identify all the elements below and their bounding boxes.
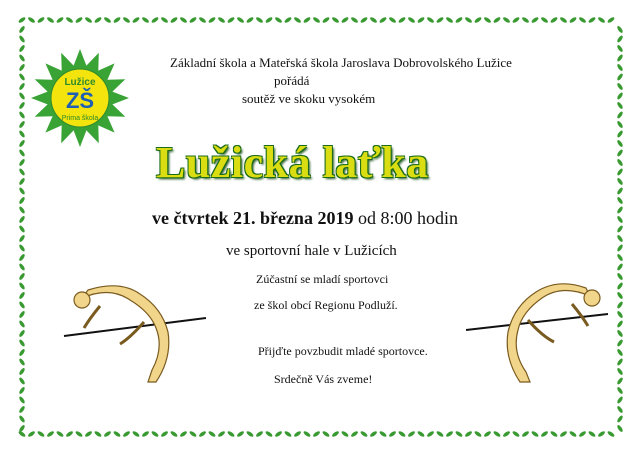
border-leaf <box>141 430 150 438</box>
border-leaf <box>417 430 426 438</box>
participants-line-1: Zúčastní se mladí sportovci <box>256 272 389 286</box>
border-leaf <box>18 430 27 438</box>
border-leaf <box>18 63 26 72</box>
border-leaf <box>616 377 624 386</box>
border-leaf <box>141 16 150 24</box>
border-leaf <box>616 196 624 205</box>
border-leaf <box>265 430 274 438</box>
border-leaf <box>18 196 26 205</box>
cheer-text: Přijďte povzbudit mladé sportovce. <box>258 344 428 358</box>
border-leaf <box>18 386 26 395</box>
event-date: ve čtvrtek 21. března 2019 <box>152 208 354 228</box>
border-leaf <box>597 430 606 438</box>
border-leaf <box>18 187 26 196</box>
border-leaf <box>616 282 624 291</box>
border-leaf <box>616 415 624 424</box>
border-leaf <box>616 291 624 300</box>
border-leaf <box>322 430 331 438</box>
border-leaf <box>616 177 624 186</box>
border-leaf <box>616 263 624 272</box>
border-leaf <box>18 367 26 376</box>
border-leaf <box>284 16 293 24</box>
border-leaf <box>350 430 359 438</box>
competition-text: soutěž ve skoku vysokém <box>242 91 376 106</box>
border-leaf <box>18 329 26 338</box>
border-leaf <box>379 430 388 438</box>
border-leaf <box>103 430 112 438</box>
event-date-line <box>152 208 458 229</box>
logo-top-text: Lužice <box>64 77 96 88</box>
border-leaf <box>578 16 587 24</box>
border-leaf <box>18 253 26 262</box>
border-leaf <box>65 430 74 438</box>
border-leaf <box>531 16 540 24</box>
border-leaf <box>113 430 122 438</box>
border-leaf <box>18 339 26 348</box>
border-leaf <box>246 16 255 24</box>
border-leaf <box>616 244 624 253</box>
border-leaf <box>303 16 312 24</box>
high-jumper-illustration-left <box>60 278 210 388</box>
border-leaf <box>616 367 624 376</box>
border-leaf <box>18 263 26 272</box>
border-leaf <box>132 430 141 438</box>
border-leaf <box>274 430 283 438</box>
border-leaf <box>18 120 26 129</box>
border-leaf <box>616 25 624 34</box>
border-leaf <box>18 320 26 329</box>
high-jumper-illustration-right <box>462 278 612 388</box>
border-leaf <box>588 16 597 24</box>
event-location: ve sportovní hale v Lužicích <box>226 243 397 259</box>
border-leaf <box>616 234 624 243</box>
border-leaf <box>293 16 302 24</box>
border-leaf <box>208 16 217 24</box>
border-leaf <box>607 430 616 438</box>
border-leaf <box>18 396 26 405</box>
border-leaf <box>27 16 36 24</box>
border-leaf <box>426 16 435 24</box>
border-leaf <box>18 348 26 357</box>
border-leaf <box>208 430 217 438</box>
border-leaf <box>179 430 188 438</box>
border-leaf <box>531 430 540 438</box>
border-leaf <box>18 291 26 300</box>
border-leaf <box>398 16 407 24</box>
border-leaf <box>18 272 26 281</box>
border-leaf <box>198 430 207 438</box>
border-leaf <box>436 16 445 24</box>
border-leaf <box>18 130 26 139</box>
border-leaf <box>18 225 26 234</box>
event-title: Lužická laťka <box>156 138 429 187</box>
logo-bottom-text: Prima škola <box>61 115 99 122</box>
border-leaf <box>597 16 606 24</box>
border-leaf <box>398 430 407 438</box>
border-leaf <box>559 16 568 24</box>
border-leaf <box>227 430 236 438</box>
border-leaf <box>569 430 578 438</box>
border-leaf <box>18 415 26 424</box>
border-leaf <box>46 16 55 24</box>
border-leaf <box>379 16 388 24</box>
border-leaf <box>417 16 426 24</box>
border-leaf <box>616 320 624 329</box>
border-leaf <box>198 16 207 24</box>
border-leaf <box>94 430 103 438</box>
border-leaf <box>18 177 26 186</box>
border-leaf <box>18 16 27 24</box>
border-leaf <box>113 16 122 24</box>
border-leaf <box>274 16 283 24</box>
border-leaf <box>18 358 26 367</box>
border-leaf <box>94 16 103 24</box>
border-leaf <box>569 16 578 24</box>
border-leaf <box>616 63 624 72</box>
border-leaf <box>303 430 312 438</box>
border-leaf <box>179 16 188 24</box>
border-leaf <box>27 430 36 438</box>
border-leaf <box>151 16 160 24</box>
border-leaf <box>550 16 559 24</box>
border-leaf <box>56 16 65 24</box>
border-leaf <box>236 430 245 438</box>
border-leaf <box>46 430 55 438</box>
border-leaf <box>616 272 624 281</box>
border-leaf <box>227 16 236 24</box>
border-leaf <box>84 430 93 438</box>
border-leaf <box>341 16 350 24</box>
border-leaf <box>493 430 502 438</box>
border-leaf <box>122 430 131 438</box>
border-leaf <box>607 16 616 24</box>
border-leaf <box>312 16 321 24</box>
border-leaf <box>512 16 521 24</box>
border-leaf <box>18 44 26 53</box>
border-leaf <box>436 430 445 438</box>
border-leaf <box>388 430 397 438</box>
border-leaf <box>331 16 340 24</box>
border-leaf <box>407 430 416 438</box>
border-leaf <box>483 16 492 24</box>
border-leaf <box>18 234 26 243</box>
border-leaf <box>56 430 65 438</box>
border-leaf <box>616 168 624 177</box>
border-leaf <box>616 225 624 234</box>
border-leaf <box>18 282 26 291</box>
border-leaf <box>616 301 624 310</box>
border-leaf <box>521 16 530 24</box>
border-leaf <box>445 430 454 438</box>
border-leaf <box>369 16 378 24</box>
border-leaf <box>616 358 624 367</box>
border-leaf <box>255 430 264 438</box>
border-leaf <box>616 339 624 348</box>
border-leaf <box>37 16 46 24</box>
border-leaf <box>616 215 624 224</box>
border-leaf <box>236 16 245 24</box>
border-leaf <box>18 158 26 167</box>
border-leaf <box>616 187 624 196</box>
border-leaf <box>18 73 26 82</box>
border-leaf <box>407 16 416 24</box>
border-leaf <box>350 16 359 24</box>
border-leaf <box>616 405 624 414</box>
border-leaf <box>189 16 198 24</box>
logo-center-text: ZŠ <box>65 88 95 113</box>
border-leaf <box>170 16 179 24</box>
border-leaf <box>312 430 321 438</box>
border-leaf <box>103 16 112 24</box>
border-leaf <box>341 430 350 438</box>
border-leaf <box>132 16 141 24</box>
border-leaf <box>616 206 624 215</box>
border-leaf <box>18 168 26 177</box>
closing-text: Srdečně Vás zveme! <box>274 372 373 386</box>
border-leaf <box>18 25 26 34</box>
border-leaf <box>18 301 26 310</box>
border-leaf <box>217 430 226 438</box>
border-leaf <box>284 430 293 438</box>
border-leaf <box>18 149 26 158</box>
border-leaf <box>18 92 26 101</box>
border-leaf <box>160 430 169 438</box>
border-leaf <box>122 16 131 24</box>
border-leaf <box>426 430 435 438</box>
border-leaf <box>18 377 26 386</box>
border-leaf <box>616 139 624 148</box>
border-leaf <box>75 430 84 438</box>
border-leaf <box>540 430 549 438</box>
border-leaf <box>616 82 624 91</box>
border-leaf <box>84 16 93 24</box>
border-leaf <box>616 130 624 139</box>
border-leaf <box>65 16 74 24</box>
border-leaf <box>322 16 331 24</box>
border-leaf <box>293 430 302 438</box>
border-leaf <box>455 430 464 438</box>
border-leaf <box>360 430 369 438</box>
border-leaf <box>512 430 521 438</box>
border-leaf <box>18 405 26 414</box>
event-time: od 8:00 hodin <box>357 208 458 228</box>
organizes-text: pořádá <box>274 73 310 88</box>
border-leaf <box>616 73 624 82</box>
border-leaf <box>474 16 483 24</box>
border-leaf <box>37 430 46 438</box>
border-leaf <box>75 16 84 24</box>
border-leaf <box>445 16 454 24</box>
border-leaf <box>483 430 492 438</box>
border-leaf <box>550 430 559 438</box>
border-leaf <box>18 206 26 215</box>
border-leaf <box>464 430 473 438</box>
border-leaf <box>331 430 340 438</box>
border-leaf <box>559 430 568 438</box>
border-leaf <box>540 16 549 24</box>
school-logo <box>30 48 130 148</box>
border-leaf <box>255 16 264 24</box>
border-leaf <box>18 111 26 120</box>
school-name: Základní škola a Mateřská škola Jaroslava Dobrovolského Lužice <box>170 55 512 70</box>
border-leaf <box>369 430 378 438</box>
border-leaf <box>616 35 624 44</box>
border-leaf <box>616 386 624 395</box>
border-leaf <box>18 310 26 319</box>
border-leaf <box>151 430 160 438</box>
border-leaf <box>189 430 198 438</box>
border-leaf <box>578 430 587 438</box>
border-leaf <box>464 16 473 24</box>
border-leaf <box>217 16 226 24</box>
border-leaf <box>246 430 255 438</box>
border-leaf <box>18 54 26 63</box>
border-leaf <box>616 92 624 101</box>
border-leaf <box>616 329 624 338</box>
border-leaf <box>18 215 26 224</box>
border-leaf <box>616 396 624 405</box>
border-leaf <box>455 16 464 24</box>
border-leaf <box>616 54 624 63</box>
border-leaf <box>18 139 26 148</box>
border-leaf <box>18 82 26 91</box>
border-leaf <box>616 120 624 129</box>
participants-line-2: ze škol obcí Regionu Podluží. <box>254 298 398 312</box>
border-leaf <box>616 111 624 120</box>
border-leaf <box>616 44 624 53</box>
border-leaf <box>502 430 511 438</box>
border-leaf <box>616 101 624 110</box>
border-leaf <box>493 16 502 24</box>
border-leaf <box>18 244 26 253</box>
border-leaf <box>18 101 26 110</box>
border-leaf <box>616 424 624 433</box>
border-leaf <box>265 16 274 24</box>
border-leaf <box>521 430 530 438</box>
border-leaf <box>160 16 169 24</box>
border-leaf <box>18 35 26 44</box>
border-leaf <box>616 310 624 319</box>
border-leaf <box>588 430 597 438</box>
border-leaf <box>474 430 483 438</box>
border-leaf <box>616 253 624 262</box>
border-leaf <box>616 348 624 357</box>
border-leaf <box>170 430 179 438</box>
border-leaf <box>502 16 511 24</box>
border-leaf <box>360 16 369 24</box>
border-leaf <box>616 158 624 167</box>
border-leaf <box>388 16 397 24</box>
border-leaf <box>616 149 624 158</box>
